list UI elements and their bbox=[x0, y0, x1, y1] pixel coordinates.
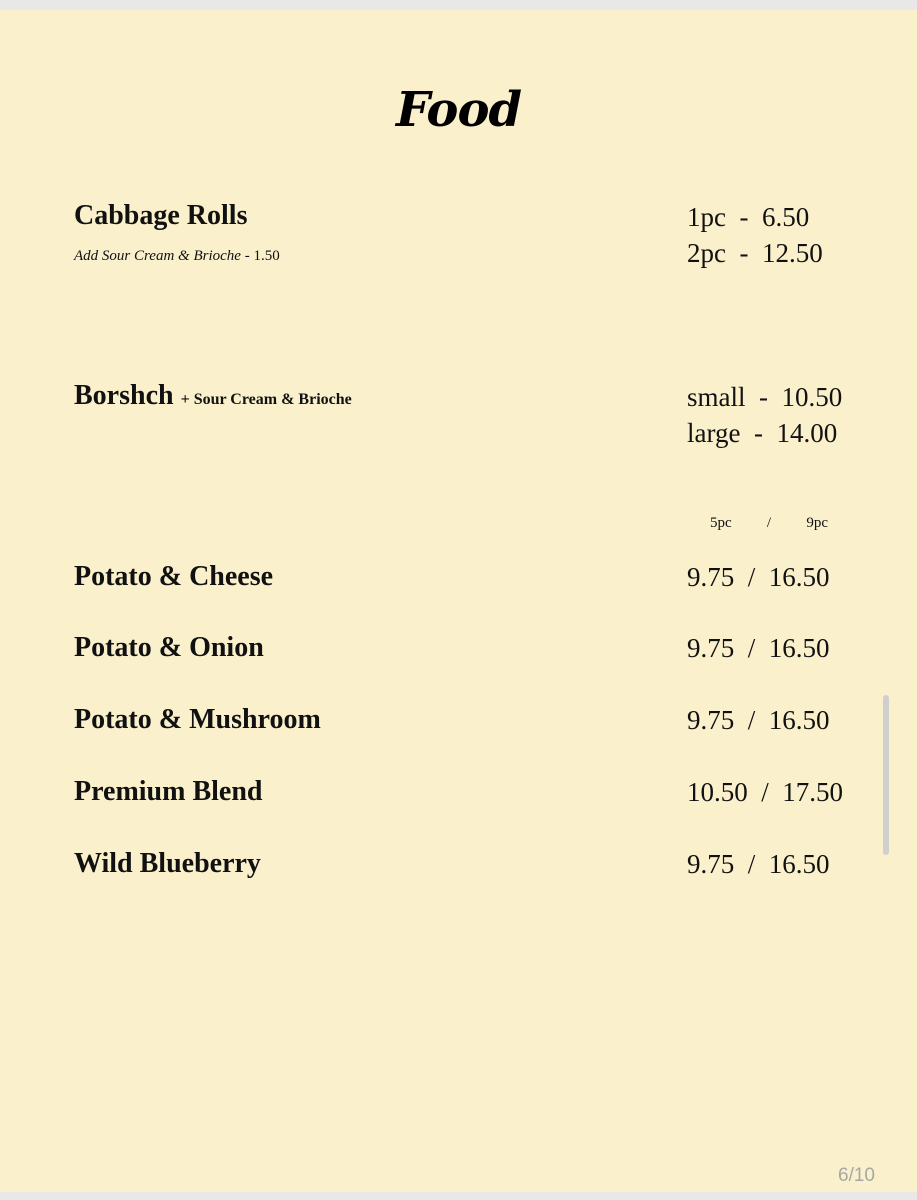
pierogi-item-name: Wild Blueberry bbox=[74, 848, 261, 879]
item-borshch-name bbox=[74, 380, 352, 412]
pierogi-item-price: 9.75 / 16.50 bbox=[687, 705, 830, 735]
item-cabbage-rolls-name: Cabbage Rolls bbox=[74, 200, 248, 231]
item-cabbage-rolls-price-1: 1pc - 6.50 bbox=[687, 202, 810, 232]
note-text: Add Sour Cream & Brioche bbox=[74, 248, 241, 264]
pierogi-item-name: Premium Blend bbox=[74, 776, 263, 807]
note-price: 1.50 bbox=[253, 248, 280, 264]
item-cabbage-rolls-note bbox=[74, 248, 280, 265]
pierogi-item-price: 10.50 / 17.50 bbox=[687, 777, 844, 807]
note-separator: - bbox=[240, 248, 254, 264]
item-borshch-price-2: large - 14.00 bbox=[687, 418, 838, 448]
page-indicator: 6/10 bbox=[838, 1165, 875, 1186]
pierogi-item-name: Potato & Onion bbox=[74, 632, 264, 663]
page-title: Food bbox=[395, 82, 522, 138]
item-cabbage-rolls-price-2: 2pc - 12.50 bbox=[687, 238, 823, 268]
borshch-addon: + Sour Cream & Brioche bbox=[180, 391, 352, 408]
pierogi-item-name: Potato & Cheese bbox=[74, 561, 274, 592]
pierogi-item-price: 9.75 / 16.50 bbox=[687, 849, 830, 879]
pierogi-item-price: 9.75 / 16.50 bbox=[687, 562, 830, 592]
menu-page bbox=[0, 10, 917, 1192]
item-borshch-price-1: small - 10.50 bbox=[687, 382, 843, 412]
pierogi-item-name: Potato & Mushroom bbox=[74, 704, 321, 735]
pierogi-column-header: 5pc / 9pc bbox=[710, 515, 828, 531]
vertical-scrollbar[interactable] bbox=[883, 695, 889, 855]
borshch-label: Borshch bbox=[74, 380, 174, 411]
pierogi-item-price: 9.75 / 16.50 bbox=[687, 633, 830, 663]
